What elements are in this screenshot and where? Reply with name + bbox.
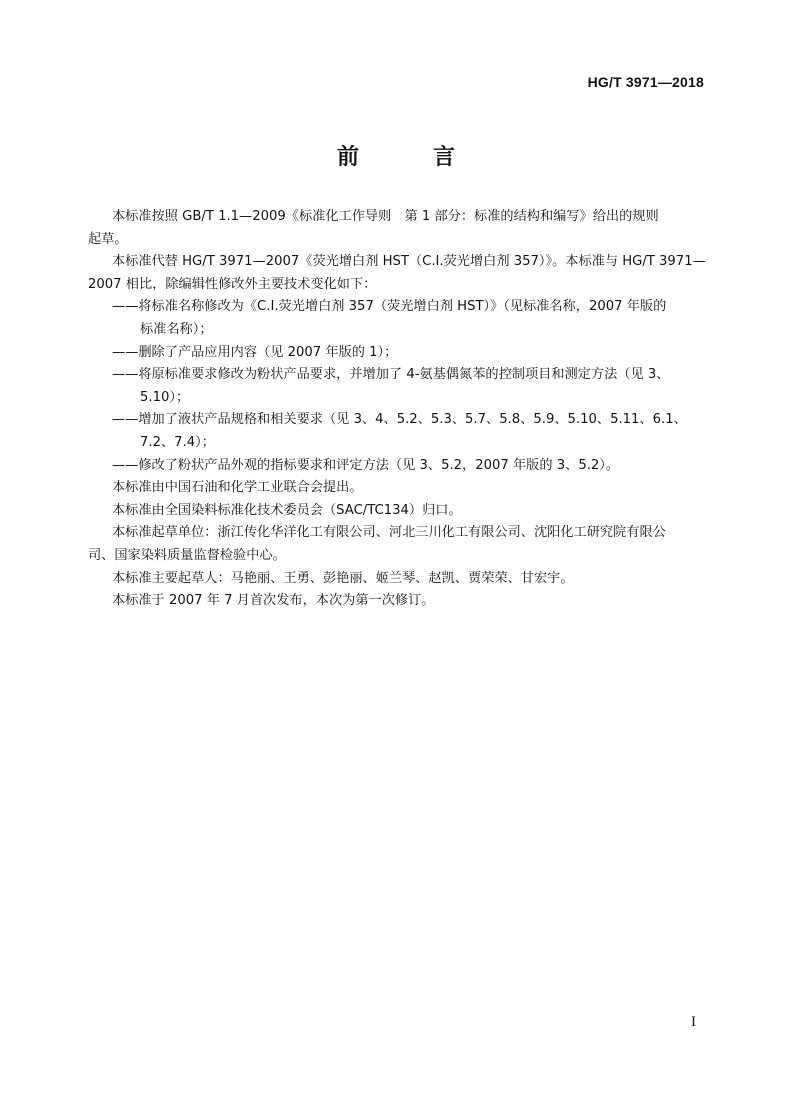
paragraph-proposer bbox=[112, 477, 704, 500]
list-item-continuation: 7.2、7.4）； bbox=[140, 434, 215, 450]
text-line: 本标准起草单位：浙江传化华洋化工有限公司、河北三川化工有限公司、沈阳化工研究院有限公 bbox=[112, 525, 666, 541]
list-item: ——将原标准要求修改为粉状产品要求，并增加了 4-氨基偶氮苯的控制项目和测定方法（见 3、 bbox=[112, 367, 670, 383]
list-item: ——修改了粉状产品外观的指标要求和评定方法（见 3、5.2，2007 年版的 3、5.2）。 bbox=[112, 457, 620, 473]
text-line: 本标准代替 HG/T 3971—2007《荧光增白剂 HST（C.I.荧光增白剂 357）》。本标准与 HG/T 3971— bbox=[112, 254, 706, 270]
list-item: ——将标准名称修改为《C.I.荧光增白剂 357（荧光增白剂 HST）》（见标准名称，2007 年版的 bbox=[112, 299, 667, 315]
text-line: 起草。 bbox=[88, 231, 128, 247]
list-item: ——增加了液状产品规格和相关要求（见 3、4、5.2、5.3、5.7、5.8、5.9、5.10、5.11、6.1、 bbox=[112, 412, 687, 428]
text-line: 本标准主要起草人：马艳丽、王勇、彭艳丽、姬兰琴、赵凯、贾荣荣、甘宏宇。 bbox=[112, 570, 574, 586]
page-title: 前 言 bbox=[336, 145, 481, 170]
text-line: 2007 相比，除编辑性修改外主要技术变化如下： bbox=[88, 276, 377, 292]
list-item-continuation: 标准名称）； bbox=[140, 321, 213, 337]
paragraph-drafting-rules bbox=[88, 206, 704, 251]
paragraph-replacement bbox=[88, 251, 706, 296]
text-line: 司、国家染料质量监督检验中心。 bbox=[88, 547, 286, 563]
changes-list bbox=[112, 296, 704, 477]
paragraph-committee bbox=[112, 500, 704, 523]
paragraph-drafting-units bbox=[88, 522, 704, 567]
text-line: 本标准由中国石油和化学工业联合会提出。 bbox=[112, 480, 363, 496]
document-code: HG/T 3971—2018 bbox=[587, 74, 704, 90]
list-item-continuation: 5.10）； bbox=[140, 389, 190, 405]
text-line: 本标准按照 GB/T 1.1—2009《标准化工作导则 第 1 部分：标准的结构和编写》给出的规则 bbox=[112, 209, 659, 224]
list-item: ——删除了产品应用内容（见 2007 年版的 1）； bbox=[112, 344, 398, 360]
text-line: 本标准由全国染料标准化技术委员会（SAC/TC134）归口。 bbox=[112, 502, 462, 518]
text-line: 本标准于 2007 年 7 月首次发布，本次为第一次修订。 bbox=[112, 593, 435, 609]
paragraph-history bbox=[112, 590, 704, 613]
paragraph-drafters bbox=[112, 568, 704, 591]
page-number: I bbox=[691, 1014, 696, 1030]
foreword-body bbox=[88, 206, 706, 613]
